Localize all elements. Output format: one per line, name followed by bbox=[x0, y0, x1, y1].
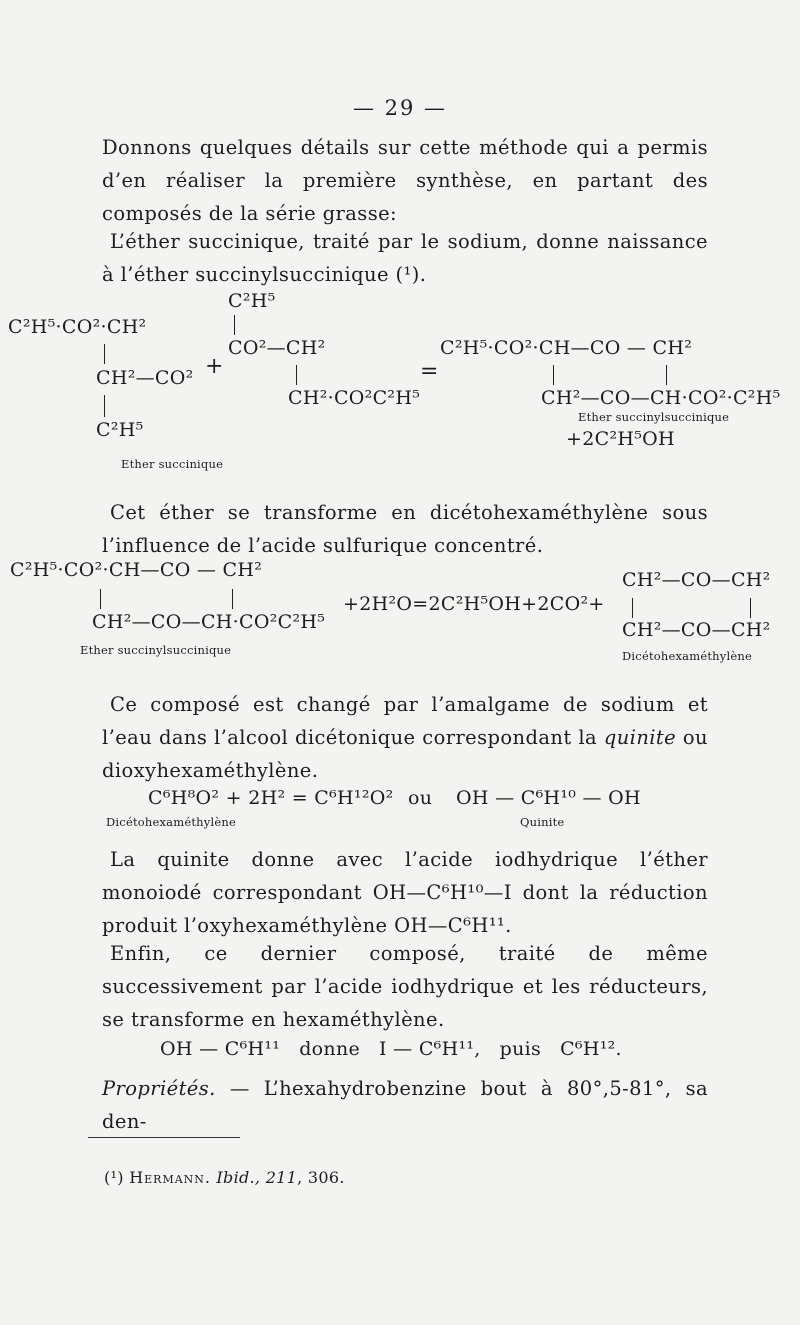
r3-left: C⁶H⁸O² + 2H² = C⁶H¹²O² bbox=[148, 787, 394, 809]
r2-right-label: Dicétohexaméthylène bbox=[622, 649, 752, 663]
r1-right-bond-right bbox=[666, 365, 667, 385]
r1-left-label: Ether succinique bbox=[121, 457, 224, 471]
r1-left-bottom: CH²—CO² bbox=[96, 367, 194, 389]
r2-right-row2: CH²—CO—CH² bbox=[622, 619, 771, 641]
r2-left-bond-left bbox=[100, 589, 101, 609]
paragraph-amalgam-b: ou dioxyhexaméthylène. bbox=[102, 726, 708, 782]
r3-right-label: Quinite bbox=[520, 815, 565, 829]
r3-or: ou bbox=[408, 787, 433, 809]
section-proprietes: Propriétés. bbox=[102, 1077, 216, 1100]
r2-left-bond-right bbox=[232, 589, 233, 609]
r1-left-bond bbox=[104, 344, 105, 364]
page-number: — 29 — bbox=[352, 96, 448, 120]
paragraph-proprietes-text: — L’hexahydrobenzine bout à 80°,5-81°, sa den- bbox=[102, 1077, 708, 1133]
footnote-page: , 306. bbox=[297, 1168, 345, 1187]
r1-right-row1: C²H⁵·CO²·CH—CO — CH² bbox=[440, 337, 693, 359]
r1-right-bond-left bbox=[553, 365, 554, 385]
r1-mid-row2: CH²·CO²C²H⁵ bbox=[288, 387, 421, 409]
r2-left-label: Ether succinylsuccinique bbox=[80, 643, 232, 657]
r1-plus: + bbox=[205, 354, 224, 379]
footnote-ibid: Ibid. bbox=[216, 1168, 255, 1187]
paragraph-proprietes bbox=[102, 1072, 708, 1138]
paragraph-transform: Cet éther se transforme en dicétohexaméthylène sous l’influence de l’acide sulfurique concentré. bbox=[102, 501, 708, 557]
footnote-rule bbox=[88, 1137, 240, 1138]
r1-mid-bond bbox=[296, 365, 297, 385]
formula-final: OH — C⁶H¹¹ donne I — C⁶H¹¹, puis C⁶H¹². bbox=[160, 1038, 622, 1060]
r2-right-row1: CH²—CO—CH² bbox=[622, 569, 771, 591]
term-quinite: quinite bbox=[603, 726, 677, 749]
r1-equals: = bbox=[420, 359, 439, 384]
r2-right-bond-right bbox=[750, 598, 751, 618]
r1-mid-top-bond bbox=[234, 315, 235, 335]
r1-left-top: C²H⁵·CO²·CH² bbox=[8, 316, 147, 338]
paragraph-amalgam bbox=[102, 688, 708, 787]
paragraph-succinic: L’éther succinique, traité par le sodium, donne naissance à l’éther succinylsuccinique (¹). bbox=[102, 230, 708, 286]
r1-left-sub: C²H⁵ bbox=[96, 419, 144, 441]
r3-left-label: Dicétohexaméthylène bbox=[106, 815, 236, 829]
r2-right-bond-left bbox=[632, 598, 633, 618]
r2-left-row1: C²H⁵·CO²·CH—CO — CH² bbox=[10, 559, 263, 581]
footnote-author: Hermann. bbox=[129, 1168, 212, 1187]
footnote-volume: , 211 bbox=[254, 1168, 298, 1187]
paragraph-amalgam-a: Ce composé est changé par l’amalgame de sodium et l’eau dans l’alcool dicétonique correspondant la bbox=[102, 693, 708, 749]
footnote bbox=[104, 1168, 345, 1187]
r2-middle: +2H²O=2C²H⁵OH+2CO²+ bbox=[343, 593, 605, 615]
r2-left-row2: CH²—CO—CH·CO²C²H⁵ bbox=[92, 611, 326, 633]
paragraph-enfin: Enfin, ce dernier composé, traité de même successivement par l’acide iodhydrique et les réducteurs, se transforme en hexaméthylène. bbox=[102, 942, 708, 1031]
r1-right-extra: +2C²H⁵OH bbox=[566, 428, 675, 450]
r1-mid-row1: CO²—CH² bbox=[228, 337, 326, 359]
r3-right: OH — C⁶H¹⁰ — OH bbox=[456, 787, 641, 809]
paragraph-intro-text: Donnons quelques détails sur cette méthode qui a permis d’en réaliser la première synthèse, en partant des composés de la série grasse: bbox=[102, 136, 708, 225]
r1-right-row2: CH²—CO—CH·CO²·C²H⁵ bbox=[541, 387, 781, 409]
r1-right-label: Ether succinylsuccinique bbox=[578, 410, 730, 424]
paragraph-quinite: La quinite donne avec l’acide iodhydrique l’éther monoiodé correspondant OH—C⁶H¹⁰—I dont la réduction produit l’oxyhexaméthylène OH—C⁶H¹¹. bbox=[102, 848, 708, 937]
footnote-marker: (¹) bbox=[104, 1168, 124, 1187]
r1-mid-top: C²H⁵ bbox=[228, 290, 276, 312]
paragraph-intro bbox=[102, 131, 708, 230]
r1-left-sub-bond bbox=[104, 395, 105, 417]
